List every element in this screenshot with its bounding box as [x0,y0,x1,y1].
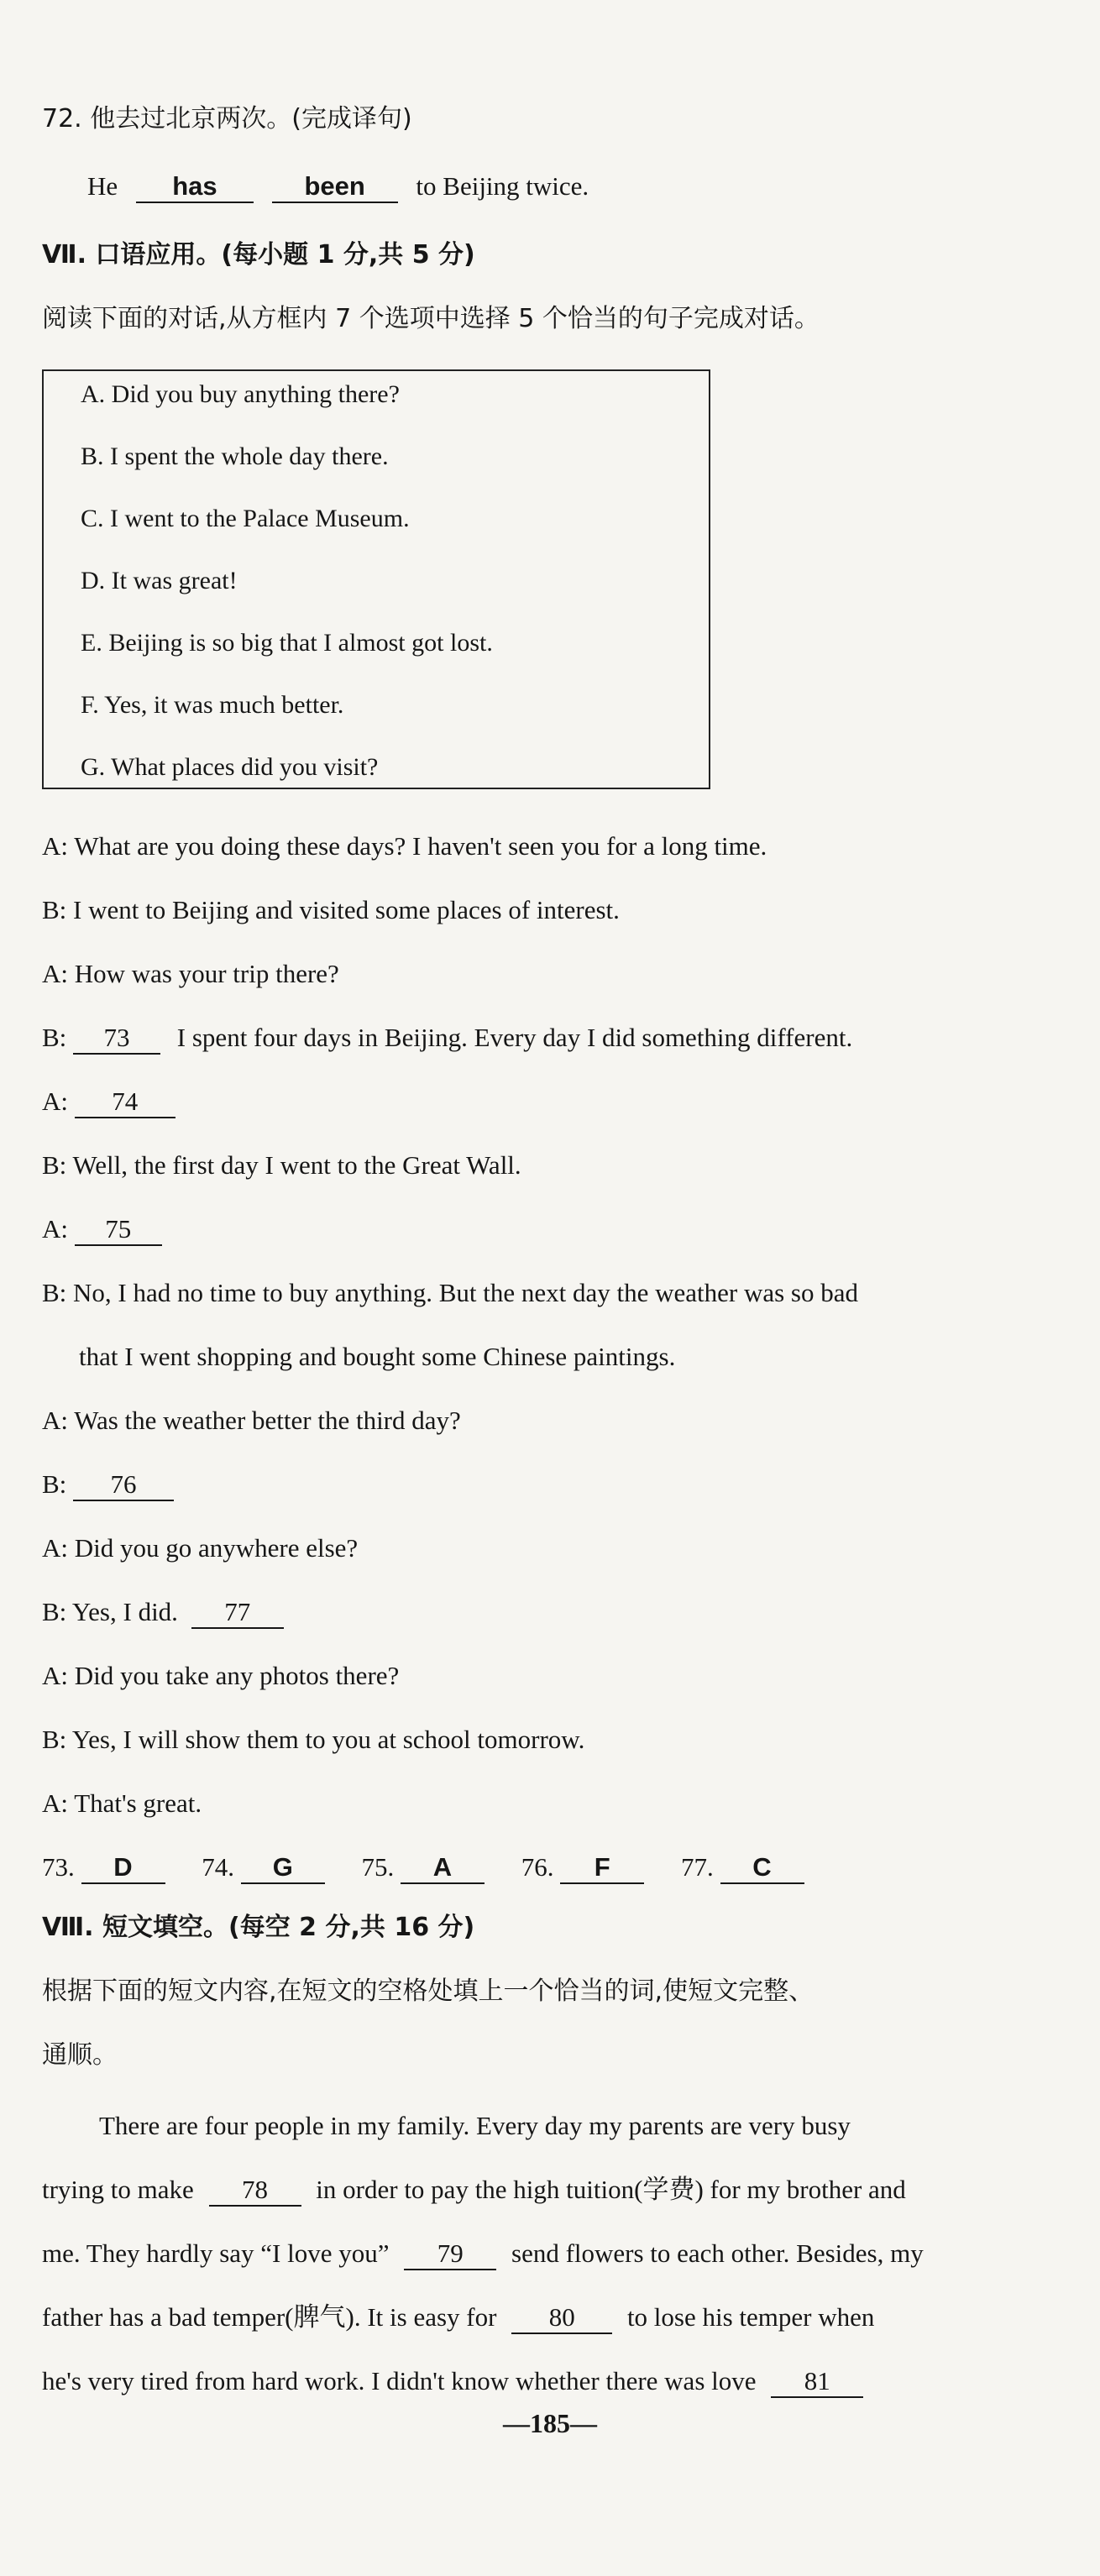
dialog-line-7 [42,1212,1058,1246]
dialog-speaker: B: [42,1469,67,1499]
answer-74-num: 74. [202,1852,234,1882]
dialog-text: B: Yes, I did. [42,1597,178,1626]
option-d: D. It was great! [81,567,238,594]
dialog-line-1: A: What are you doing these days? I haven't seen you for a long time. [42,831,767,861]
dialog-line-11: A: Did you go anywhere else? [42,1533,359,1563]
q72-post: to Beijing twice. [416,171,589,201]
option-e: E. Beijing is so big that I almost got lost. [81,629,493,657]
blank-81: 81 [771,2366,863,2398]
section7-heading: Ⅶ. 口语应用。(每小题 1 分,共 5 分) [42,240,475,270]
answer-73: D [81,1852,165,1884]
passage-text: trying to make [42,2175,194,2204]
dialog-line-10 [42,1468,1058,1501]
dialog-line-2: B: I went to Beijing and visited some places of interest. [42,895,620,924]
passage-text: me. They hardly say “I love you” [42,2238,390,2268]
passage-line-1: There are four people in my family. Every day my parents are very busy [99,2111,851,2140]
answer-76: F [560,1852,644,1884]
answer-73-num: 73. [42,1852,75,1882]
blank-73: 73 [73,1023,160,1055]
dialog-speaker: A: [42,1086,68,1116]
q72-pre: He [87,171,118,201]
dialog-speaker: A: [42,1214,68,1243]
dialog-line-4 [42,1021,1058,1055]
q72-blank-1: has [136,171,254,203]
blank-79: 79 [404,2238,496,2270]
dialog-line-8b: that I went shopping and bought some Chinese paintings. [79,1342,676,1371]
passage-line-5 [42,2364,1058,2398]
passage-line-4 [42,2301,1058,2334]
options-box [42,369,710,789]
section8-instruction-1: 根据下面的短文内容,在短文的空格处填上一个恰当的词,使短文完整、 [42,1977,815,2006]
q72-prompt: 72. 他去过北京两次。(完成译句) [42,104,412,134]
blank-74: 74 [75,1086,175,1118]
q72-blank-2: been [272,171,398,203]
blank-77: 77 [191,1597,284,1629]
passage-text: in order to pay the high tuition(学费) for my brother and [316,2175,906,2204]
dialog-line-5 [42,1085,1058,1118]
option-c: C. I went to the Palace Museum. [81,505,410,532]
passage-line-2 [42,2173,1058,2207]
answer-77-num: 77. [681,1852,714,1882]
answer-75-num: 75. [361,1852,395,1882]
passage-text: father has a bad temper(脾气). It is easy for [42,2302,497,2332]
dialog-line-15: A: That's great. [42,1788,202,1818]
answer-row [42,1851,1058,1884]
q72-sentence [87,170,1058,203]
dialog-line-3: A: How was your trip there? [42,959,339,988]
answer-75: A [401,1852,485,1884]
section7-instruction: 阅读下面的对话,从方框内 7 个选项中选择 5 个恰当的句子完成对话。 [42,304,820,333]
passage-text: to lose his temper when [626,2302,875,2332]
section8-heading: Ⅷ. 短文填空。(每空 2 分,共 16 分) [42,1913,475,1942]
option-g: G. What places did you visit? [81,753,379,781]
dialog-line-14: B: Yes, I will show them to you at school tomorrow. [42,1725,585,1754]
dialog-speaker: B: [42,1023,67,1052]
dialog-line-12 [42,1595,1058,1629]
section8-instruction-2: 通顺。 [42,2040,118,2070]
blank-78: 78 [209,2175,301,2207]
answer-74: G [241,1852,325,1884]
dialog-line-6: B: Well, the first day I went to the Great Wall. [42,1150,521,1180]
option-b: B. I spent the whole day there. [81,442,389,470]
blank-75: 75 [75,1214,162,1246]
answer-76-num: 76. [521,1852,554,1882]
passage-text: he's very tired from hard work. I didn't know whether there was love [42,2366,757,2395]
option-a: A. Did you buy anything there? [81,380,400,408]
dialog-text: I spent four days in Beijing. Every day I did something different. [176,1023,853,1052]
blank-76: 76 [73,1469,174,1501]
page-number: —185— [503,2408,597,2438]
passage-line-3 [42,2237,1058,2270]
dialog-line-8a: B: No, I had no time to buy anything. But the next day the weather was so bad [42,1278,859,1307]
dialog-line-13: A: Did you take any photos there? [42,1661,400,1690]
passage-text: send flowers to each other. Besides, my [511,2238,924,2268]
blank-80: 80 [511,2302,612,2334]
answer-77: C [720,1852,804,1884]
option-f: F. Yes, it was much better. [81,691,344,719]
dialog-line-9: A: Was the weather better the third day? [42,1406,461,1435]
